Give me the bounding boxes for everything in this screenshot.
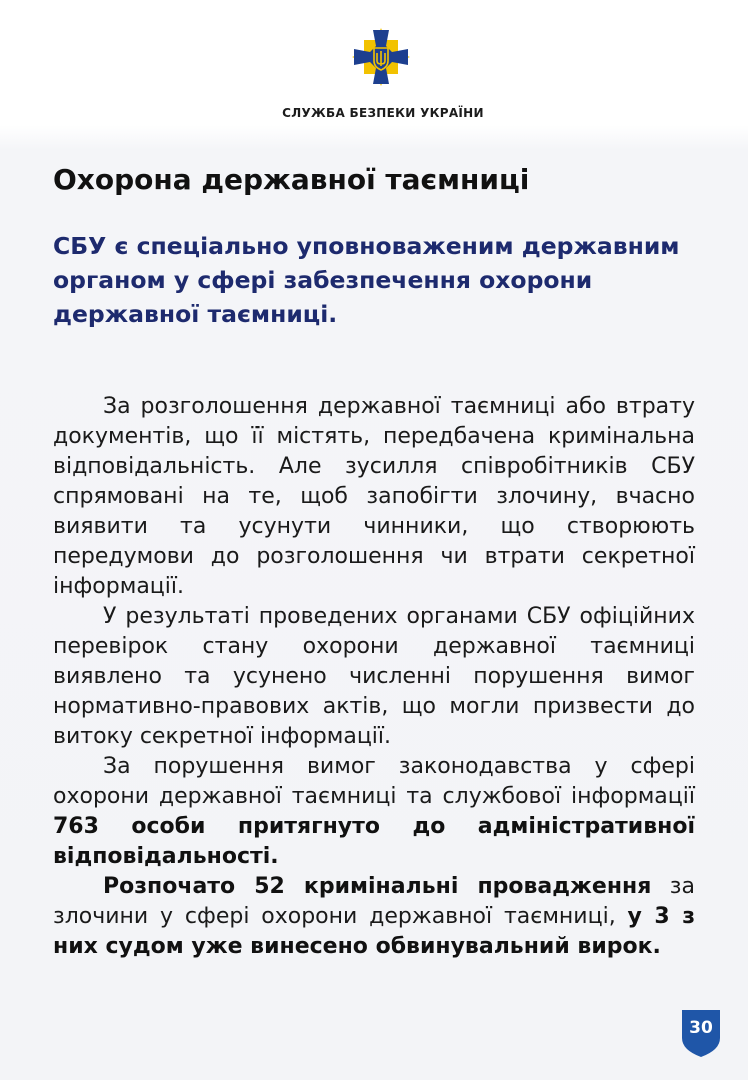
paragraph-2: У результаті проведених органами СБУ офіційних перевірок стану охорони державної таємниці виявлено та усунено численні порушення вимог нормативно-правових актів, що могли призвести до витоку секретної інформації. — [53, 604, 695, 749]
paragraph-4 — [53, 872, 695, 962]
paragraph-3 — [53, 752, 695, 872]
paragraph-4-highlight-2: у 3 з них судом уже винесено обвинувальний вирок. — [53, 904, 696, 959]
org-name: СЛУЖБА БЕЗПЕКИ УКРАЇНИ — [282, 106, 484, 120]
paragraph-4-text: за злочини у сфері охорони державної таємниці, — [53, 874, 695, 929]
header — [0, 0, 748, 140]
paragraph-3-text: За порушення вимог законодавства у сфері охорони державної таємниці та службової інформації — [53, 754, 695, 809]
body-text — [53, 392, 695, 962]
paragraph-4-highlight-1: Розпочато 52 кримінальні провадження — [103, 874, 652, 899]
lead-statement: СБУ є спеціально уповноваженим державним органом у сфері забезпечення охорони державної таємниці. — [53, 232, 680, 328]
page-title: Охорона державної таємниці — [53, 163, 530, 196]
sbu-emblem-icon — [350, 26, 412, 88]
paragraph-3-highlight: 763 особи притягнуто до адміністративної відповідальності. — [53, 814, 695, 869]
page-number: 30 — [689, 1018, 713, 1038]
paragraph-1: За розголошення державної таємниці або втрату документів, що її містять, передбачена кримінальна відповідальність. Але зусилля співробітників СБУ спрямовані на те, щоб запобігти злочину, вчасно виявити та усунути чинники, що створюють передумови до розголошення чи втрати секретної інформації. — [53, 394, 695, 599]
